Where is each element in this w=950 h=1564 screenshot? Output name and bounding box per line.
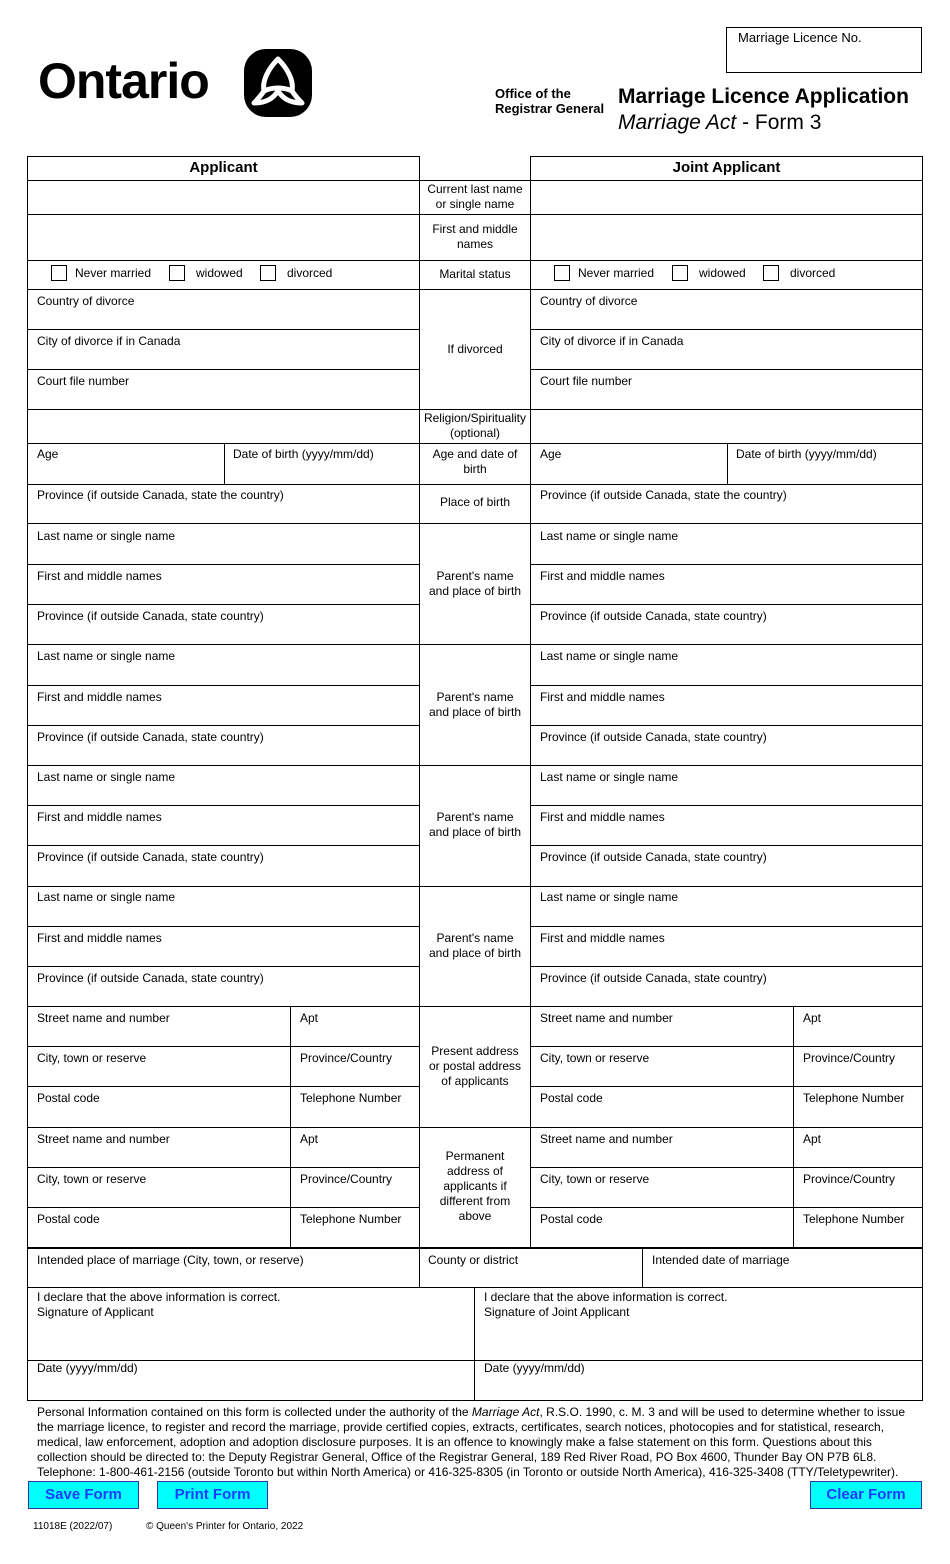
joint-age-input[interactable] [531,444,727,484]
joint-parent4-first-label: First and middle names [540,931,665,945]
applicant-present-province-label: Province/Country [300,1051,393,1065]
applicant-parent2-first-label: First and middle names [37,690,162,704]
label-permanent-address-3: applicants if [443,1179,507,1193]
label-present-address-3: of applicants [441,1074,509,1088]
joint-country-divorce-input[interactable] [531,290,922,329]
joint-perm-apt-label: Apt [803,1132,822,1146]
joint-parent3-last-label: Last name or single name [540,770,679,784]
label-place-of-birth: Place of birth [439,495,511,509]
joint-perm-province-label: Province/Country [803,1172,896,1186]
applicant-present-postal-label: Postal code [37,1091,100,1105]
label-present-address: Present address [431,1044,519,1058]
applicant-parent4-first-label: First and middle names [37,931,162,945]
applicant-perm-province-label: Province/Country [300,1172,393,1186]
joint-applicant-header: Joint Applicant [672,159,781,176]
joint-religion-input[interactable] [531,410,922,443]
applicant-parent1-first-label: First and middle names [37,569,162,583]
label-first-middle-names: First and middle [432,222,518,236]
joint-signature-field[interactable] [475,1288,922,1360]
county-district-label: County or district [428,1253,519,1267]
joint-present-phone-label: Telephone Number [803,1091,905,1105]
applicant-never-married-checkbox[interactable] [51,265,67,281]
joint-divorced-checkbox[interactable] [763,265,779,281]
joint-parent1-last-label: Last name or single name [540,529,679,543]
joint-present-postal-label: Postal code [540,1091,603,1105]
applicant-parent3-last-label: Last name or single name [37,770,176,784]
applicant-sign-date-label: Date (yyyy/mm/dd) [37,1361,138,1375]
applicant-declaration: I declare that the above information is correct. [37,1290,281,1304]
applicant-present-city-label: City, town or reserve [37,1051,147,1065]
subtitle-form: - Form 3 [736,111,822,134]
label-permanent-address-2: address of [446,1164,504,1178]
applicant-present-apt-label: Apt [300,1011,319,1025]
joint-parent1-first-label: First and middle names [540,569,665,583]
joint-declaration: I declare that the above information is correct. [484,1290,728,1304]
joint-parent4-province-label: Province (if outside Canada, state country) [540,971,767,985]
applicant-present-phone-label: Telephone Number [300,1091,402,1105]
notice-line-5: Telephone: 1-800-461-2156 (outside Toronto but within North America) or 416-325-8305 (in Toronto or outside North America), 416-325-3408 (TTY/Teletypewriter). [37,1465,899,1479]
notice-line-2: the marriage licence, to register and record the marriage, provide certified copies, extracts, certificates, search notices, photocopies and for statistical, research, [37,1420,885,1434]
label-permanent-address: Permanent [445,1149,505,1163]
applicant-dob-label: Date of birth (yyyy/mm/dd) [233,447,374,461]
ontario-wordmark: Ontario [38,53,209,109]
label-permanent-address-4: different from [439,1194,511,1208]
applicant-parent4-last-label: Last name or single name [37,890,176,904]
joint-perm-postal-label: Postal code [540,1212,603,1226]
applicant-parent4-province-label: Province (if outside Canada, state country) [37,971,264,985]
joint-dob-label: Date of birth (yyyy/mm/dd) [736,447,877,461]
applicant-last-name-input[interactable] [28,181,419,214]
marriage-place-label: Intended place of marriage (City, town, or reserve) [37,1253,304,1267]
print-form-button[interactable]: Print Form [157,1481,268,1509]
joint-perm-city-label: City, town or reserve [540,1172,650,1186]
applicant-parent2-province-label: Province (if outside Canada, state country) [37,730,264,744]
joint-never-married-label: Never married [578,266,655,280]
joint-court-file-label: Court file number [540,374,633,388]
notice-act-name: Marriage Act [471,1405,540,1419]
label-current-last-name: Current last name [427,182,523,196]
notice-line-1-a: Personal Information contained on this form is collected under the authority of the [37,1405,472,1419]
joint-divorced-label: divorced [790,266,836,280]
joint-first-names-input[interactable] [531,215,922,260]
trillium-icon [242,47,314,119]
joint-sign-date-input[interactable] [475,1361,922,1400]
applicant-perm-postal-label: Postal code [37,1212,100,1226]
notice-line-1 [37,1405,917,1420]
joint-widowed-checkbox[interactable] [672,265,688,281]
licence-number-label: Marriage Licence No. [738,30,862,45]
applicant-present-street-label: Street name and number [37,1011,170,1025]
applicant-birth-province-label: Province (if outside Canada, state the country) [37,488,284,502]
joint-present-province-label: Province/Country [803,1051,896,1065]
applicant-age-input[interactable] [28,444,224,484]
label-parent-3-b: and place of birth [428,825,522,839]
label-religion-2: (optional) [449,426,501,440]
label-age-dob: Age and date of [432,447,518,461]
notice-line-4: collection should be directed to: the Deputy Registrar General, Office of the Registrar General, 189 Red River Road, PO Box 4600, Thunder Bay ON P7B 6L8. [37,1450,877,1464]
applicant-divorced-label: divorced [287,266,333,280]
ontario-logo [38,45,318,121]
label-parent-3: Parent's name [436,810,514,824]
joint-parent1-province-label: Province (if outside Canada, state country) [540,609,767,623]
joint-court-file-input[interactable] [531,370,922,409]
applicant-parent1-last-label: Last name or single name [37,529,176,543]
form-subtitle [618,110,821,136]
applicant-city-divorce-input[interactable] [28,330,419,369]
applicant-perm-city-label: City, town or reserve [37,1172,147,1186]
applicant-dob-input[interactable] [225,444,419,484]
label-parent-4: Parent's name [436,931,514,945]
applicant-parent1-province-label: Province (if outside Canada, state country) [37,609,264,623]
joint-birth-province-label: Province (if outside Canada, state the country) [540,488,787,502]
label-age-dob-2: birth [463,462,487,476]
clear-form-button[interactable]: Clear Form [810,1481,922,1509]
applicant-signature-label: Signature of Applicant [37,1305,154,1319]
form-title: Marriage Licence Application [618,85,909,108]
applicant-perm-street-label: Street name and number [37,1132,170,1146]
joint-last-name-input[interactable] [531,181,922,214]
applicant-sign-date-input[interactable] [28,1361,474,1400]
joint-parent4-last-label: Last name or single name [540,890,679,904]
joint-perm-street-label: Street name and number [540,1132,673,1146]
applicant-city-divorce-label: City of divorce if in Canada [37,334,181,348]
applicant-court-file-label: Court file number [37,374,130,388]
label-current-last-name-2: or single name [435,197,515,211]
applicant-widowed-label: widowed [196,266,243,280]
label-parent-1: Parent's name [436,569,514,583]
applicant-parent2-last-label: Last name or single name [37,649,176,663]
joint-age-label: Age [540,447,562,461]
applicant-perm-apt-label: Apt [300,1132,319,1146]
applicant-perm-phone-label: Telephone Number [300,1212,402,1226]
office-line-2: Registrar General [495,101,605,116]
applicant-signature-field[interactable] [28,1288,474,1360]
joint-present-street-label: Street name and number [540,1011,673,1025]
label-parent-2: Parent's name [436,690,514,704]
subtitle-act: Marriage Act [618,111,737,134]
label-marital-status: Marital status [439,267,511,281]
label-religion: Religion/Spirituality [423,411,527,425]
joint-dob-input[interactable] [728,444,922,484]
applicant-birth-province-input[interactable] [28,485,419,523]
applicant-court-file-input[interactable] [28,370,419,409]
joint-country-divorce-label: Country of divorce [540,294,638,308]
applicant-header: Applicant [189,159,258,176]
county-district-input[interactable] [420,1249,642,1287]
joint-never-married-checkbox[interactable] [554,265,570,281]
notice-line-1-c: , R.S.O. 1990, c. M. 3 and will be used to determine whether to issue [539,1405,906,1419]
joint-present-apt-label: Apt [803,1011,822,1025]
applicant-parent3-first-label: First and middle names [37,810,162,824]
marriage-date-input[interactable] [643,1249,922,1287]
joint-parent2-province-label: Province (if outside Canada, state country) [540,730,767,744]
joint-sign-date-label: Date (yyyy/mm/dd) [484,1361,585,1375]
label-parent-2-b: and place of birth [428,705,522,719]
applicant-country-divorce-input[interactable] [28,290,419,329]
joint-perm-phone-label: Telephone Number [803,1212,905,1226]
joint-widowed-label: widowed [699,266,746,280]
applicant-first-names-input[interactable] [28,215,419,260]
marriage-place-input[interactable] [28,1249,419,1287]
joint-parent2-last-label: Last name or single name [540,649,679,663]
applicant-age-label: Age [37,447,59,461]
label-if-divorced: If divorced [447,342,503,356]
applicant-divorced-checkbox[interactable] [260,265,276,281]
joint-city-divorce-input[interactable] [531,330,922,369]
joint-parent3-first-label: First and middle names [540,810,665,824]
applicant-never-married-label: Never married [75,266,152,280]
form-number: 11018E (2022/07) [33,1521,113,1532]
save-form-button[interactable]: Save Form [28,1481,139,1509]
marriage-date-label: Intended date of marriage [652,1253,790,1267]
copyright: © Queen's Printer for Ontario, 2022 [146,1521,304,1532]
applicant-widowed-checkbox[interactable] [169,265,185,281]
joint-birth-province-input[interactable] [531,485,922,523]
office-line-1: Office of the [495,86,571,101]
label-permanent-address-5: above [458,1209,492,1223]
applicant-parent3-province-label: Province (if outside Canada, state country) [37,850,264,864]
joint-signature-label: Signature of Joint Applicant [484,1305,630,1319]
privacy-notice [37,1405,917,1480]
applicant-religion-input[interactable] [28,410,419,443]
joint-present-city-label: City, town or reserve [540,1051,650,1065]
joint-parent3-province-label: Province (if outside Canada, state country) [540,850,767,864]
notice-line-3: medical, law enforcement, adoption and adoption disclosure purposes. It is an offence to knowingly make a false statement on this form. Questions about this [37,1435,872,1449]
licence-number-field[interactable] [726,27,922,73]
label-first-middle-names-2: names [456,237,494,251]
joint-parent2-first-label: First and middle names [540,690,665,704]
joint-city-divorce-label: City of divorce if in Canada [540,334,684,348]
label-parent-1-b: and place of birth [428,584,522,598]
applicant-country-divorce-label: Country of divorce [37,294,135,308]
label-present-address-2: or postal address [428,1059,522,1073]
label-parent-4-b: and place of birth [428,946,522,960]
